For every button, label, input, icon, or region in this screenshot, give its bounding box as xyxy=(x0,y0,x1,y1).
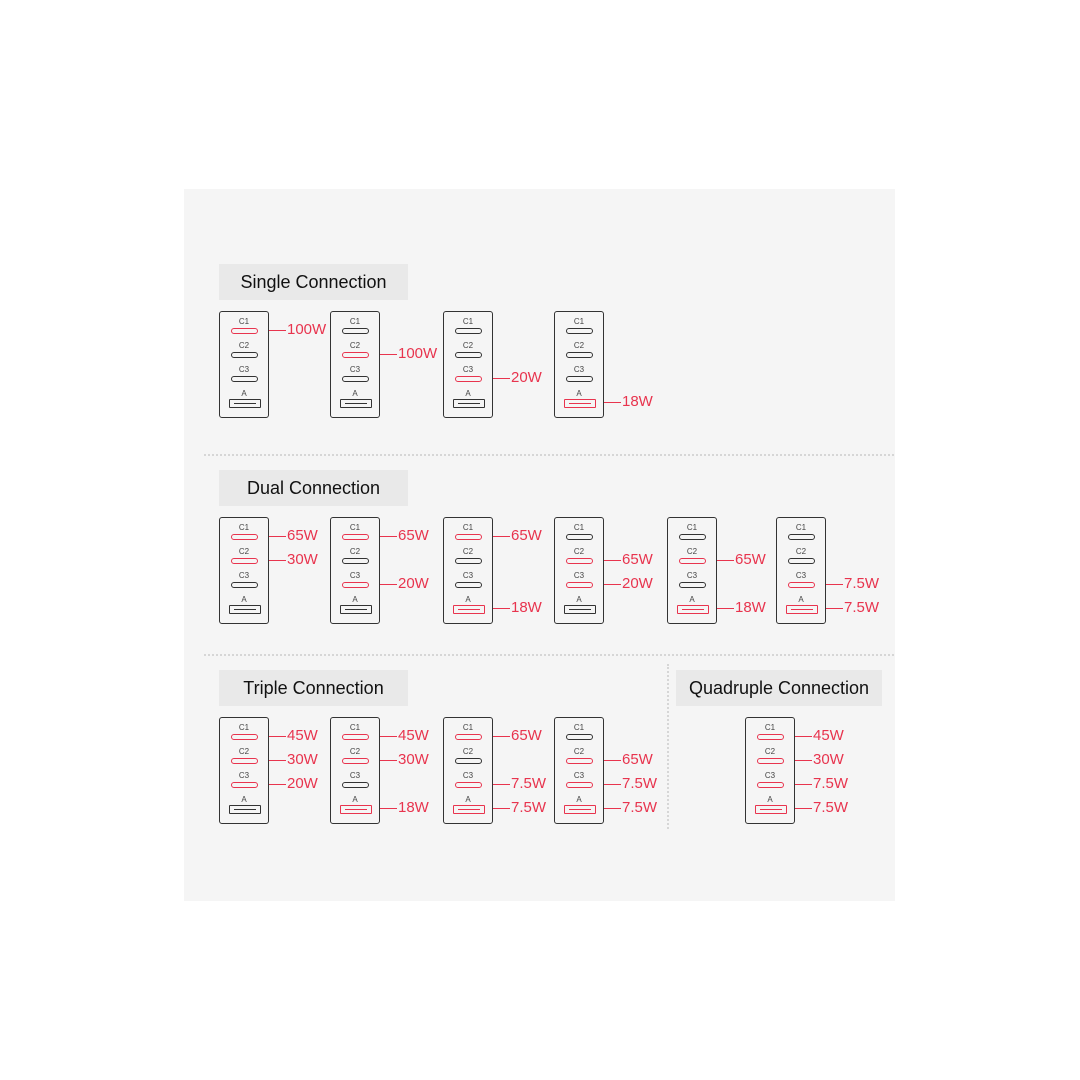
port-label: C1 xyxy=(238,523,250,532)
port-a xyxy=(777,596,825,620)
power-output-label: 18W xyxy=(398,799,429,816)
port-label: C2 xyxy=(238,547,250,556)
usb-c-port-icon xyxy=(342,582,369,588)
port-label: C1 xyxy=(349,317,361,326)
power-output-label: 7.5W xyxy=(844,599,880,616)
port-c2 xyxy=(444,548,492,572)
port-label: A xyxy=(465,795,471,804)
port-label: C1 xyxy=(238,723,250,732)
port-label: C2 xyxy=(795,547,807,556)
port-label: A xyxy=(241,595,247,604)
usb-c-port-icon xyxy=(231,534,258,540)
port-c1 xyxy=(555,318,603,342)
port-a xyxy=(331,390,379,414)
port-label: C1 xyxy=(462,723,474,732)
usb-a-port-icon xyxy=(453,399,485,408)
power-output-label: 30W xyxy=(813,751,844,768)
power-output-label: 65W xyxy=(287,527,318,544)
charger-diagram xyxy=(554,311,604,418)
port-label: C1 xyxy=(686,523,698,532)
power-leader-line xyxy=(492,536,510,537)
power-output-label: 7.5W xyxy=(813,775,849,792)
port-label: C2 xyxy=(686,547,698,556)
port-c3 xyxy=(777,572,825,596)
port-label: C1 xyxy=(238,317,250,326)
port-c3 xyxy=(444,366,492,390)
port-c1 xyxy=(331,318,379,342)
usb-c-port-icon xyxy=(231,782,258,788)
usb-a-port-icon xyxy=(340,399,372,408)
charger-diagram xyxy=(330,717,380,824)
power-output-label: 65W xyxy=(735,551,766,568)
power-leader-line xyxy=(268,330,286,331)
power-leader-line xyxy=(603,584,621,585)
usb-c-port-icon xyxy=(566,734,593,740)
port-c2 xyxy=(555,342,603,366)
usb-c-port-icon xyxy=(757,782,784,788)
port-c3 xyxy=(331,366,379,390)
port-label: C3 xyxy=(573,771,585,780)
port-label: C3 xyxy=(795,571,807,580)
port-label: A xyxy=(352,389,358,398)
port-a xyxy=(746,796,794,820)
power-output-label: 20W xyxy=(622,575,653,592)
power-output-label: 100W xyxy=(398,345,438,362)
charger-diagram xyxy=(443,311,493,418)
usb-c-port-icon xyxy=(566,758,593,764)
power-output-label: 30W xyxy=(287,751,318,768)
port-c1 xyxy=(444,724,492,748)
port-c3 xyxy=(555,366,603,390)
port-label: C1 xyxy=(349,523,361,532)
usb-a-port-icon xyxy=(564,605,596,614)
charger-diagram xyxy=(745,717,795,824)
usb-c-port-icon xyxy=(566,352,593,358)
section-heading-single: Single Connection xyxy=(219,264,408,300)
port-label: A xyxy=(465,389,471,398)
usb-c-port-icon xyxy=(566,376,593,382)
port-a xyxy=(220,596,268,620)
port-label: C3 xyxy=(349,365,361,374)
port-label: C3 xyxy=(238,365,250,374)
section-heading-quadruple: Quadruple Connection xyxy=(676,670,882,706)
usb-c-port-icon xyxy=(788,582,815,588)
port-c2 xyxy=(331,548,379,572)
charger-diagram xyxy=(219,311,269,418)
port-a xyxy=(444,596,492,620)
usb-c-port-icon xyxy=(231,376,258,382)
port-label: A xyxy=(576,595,582,604)
usb-c-port-icon xyxy=(679,534,706,540)
usb-c-port-icon xyxy=(342,352,369,358)
port-label: C3 xyxy=(686,571,698,580)
port-label: A xyxy=(689,595,695,604)
port-c2 xyxy=(220,748,268,772)
power-output-label: 65W xyxy=(622,751,653,768)
usb-c-port-icon xyxy=(455,734,482,740)
power-leader-line xyxy=(603,760,621,761)
usb-a-port-icon xyxy=(229,805,261,814)
usb-c-port-icon xyxy=(231,558,258,564)
port-label: C1 xyxy=(573,523,585,532)
port-c2 xyxy=(668,548,716,572)
power-leader-line xyxy=(603,402,621,403)
usb-c-port-icon xyxy=(455,558,482,564)
port-a xyxy=(444,796,492,820)
port-c3 xyxy=(220,572,268,596)
port-label: C1 xyxy=(462,317,474,326)
power-output-label: 20W xyxy=(398,575,429,592)
section-divider xyxy=(204,654,894,656)
usb-c-port-icon xyxy=(455,534,482,540)
port-c3 xyxy=(331,572,379,596)
section-heading-triple: Triple Connection xyxy=(219,670,408,706)
power-leader-line xyxy=(603,808,621,809)
port-label: C3 xyxy=(573,365,585,374)
usb-a-port-icon xyxy=(564,399,596,408)
usb-a-port-icon xyxy=(229,605,261,614)
power-leader-line xyxy=(379,354,397,355)
power-leader-line xyxy=(794,784,812,785)
port-a xyxy=(331,796,379,820)
usb-a-port-icon xyxy=(453,805,485,814)
port-c1 xyxy=(220,318,268,342)
power-leader-line xyxy=(268,784,286,785)
power-output-label: 7.5W xyxy=(622,799,658,816)
power-output-label: 18W xyxy=(735,599,766,616)
port-c3 xyxy=(444,572,492,596)
usb-c-port-icon xyxy=(566,582,593,588)
port-c1 xyxy=(444,318,492,342)
usb-c-port-icon xyxy=(566,328,593,334)
usb-a-port-icon xyxy=(677,605,709,614)
usb-a-port-icon xyxy=(755,805,787,814)
usb-c-port-icon xyxy=(679,582,706,588)
usb-c-port-icon xyxy=(566,782,593,788)
port-c3 xyxy=(444,772,492,796)
usb-c-port-icon xyxy=(342,558,369,564)
port-label: A xyxy=(241,795,247,804)
port-label: C2 xyxy=(349,341,361,350)
power-output-label: 100W xyxy=(287,321,327,338)
usb-c-port-icon xyxy=(455,352,482,358)
port-c1 xyxy=(220,724,268,748)
port-label: C2 xyxy=(238,747,250,756)
usb-a-port-icon xyxy=(340,605,372,614)
section-divider xyxy=(204,454,894,456)
port-label: A xyxy=(465,595,471,604)
power-leader-line xyxy=(492,808,510,809)
port-a xyxy=(220,796,268,820)
port-c3 xyxy=(220,366,268,390)
port-label: C2 xyxy=(573,747,585,756)
port-c1 xyxy=(220,524,268,548)
power-output-label: 65W xyxy=(622,551,653,568)
usb-c-port-icon xyxy=(342,734,369,740)
section-heading-dual: Dual Connection xyxy=(219,470,408,506)
usb-c-port-icon xyxy=(342,782,369,788)
charger-diagram xyxy=(330,517,380,624)
charger-diagram xyxy=(330,311,380,418)
port-c3 xyxy=(668,572,716,596)
charger-diagram xyxy=(667,517,717,624)
port-c3 xyxy=(555,572,603,596)
power-output-label: 65W xyxy=(398,527,429,544)
power-leader-line xyxy=(379,536,397,537)
port-a xyxy=(444,390,492,414)
port-label: C2 xyxy=(238,341,250,350)
port-c1 xyxy=(444,524,492,548)
port-c1 xyxy=(555,524,603,548)
usb-c-port-icon xyxy=(231,758,258,764)
port-label: C3 xyxy=(462,571,474,580)
power-output-label: 45W xyxy=(398,727,429,744)
port-label: C3 xyxy=(349,771,361,780)
port-c3 xyxy=(331,772,379,796)
port-c2 xyxy=(444,342,492,366)
port-a xyxy=(668,596,716,620)
power-leader-line xyxy=(379,736,397,737)
port-a xyxy=(331,596,379,620)
power-output-label: 65W xyxy=(511,527,542,544)
power-leader-line xyxy=(379,808,397,809)
port-c2 xyxy=(220,342,268,366)
usb-a-port-icon xyxy=(453,605,485,614)
usb-c-port-icon xyxy=(788,558,815,564)
port-label: C3 xyxy=(573,571,585,580)
port-c1 xyxy=(777,524,825,548)
section-divider-vertical xyxy=(667,664,669,829)
port-a xyxy=(220,390,268,414)
port-label: C2 xyxy=(462,747,474,756)
charger-diagram xyxy=(554,717,604,824)
usb-a-port-icon xyxy=(229,399,261,408)
power-leader-line xyxy=(825,584,843,585)
usb-c-port-icon xyxy=(342,376,369,382)
port-label: C2 xyxy=(462,547,474,556)
usb-c-port-icon xyxy=(566,558,593,564)
port-c1 xyxy=(668,524,716,548)
usb-c-port-icon xyxy=(455,782,482,788)
power-leader-line xyxy=(492,608,510,609)
port-label: C1 xyxy=(764,723,776,732)
port-label: C2 xyxy=(573,341,585,350)
port-label: A xyxy=(798,595,804,604)
port-c2 xyxy=(331,342,379,366)
port-label: C1 xyxy=(573,723,585,732)
port-label: A xyxy=(352,595,358,604)
usb-a-port-icon xyxy=(340,805,372,814)
power-output-label: 18W xyxy=(622,393,653,410)
port-label: A xyxy=(767,795,773,804)
port-label: C1 xyxy=(349,723,361,732)
power-output-label: 7.5W xyxy=(622,775,658,792)
port-label: C1 xyxy=(795,523,807,532)
usb-c-port-icon xyxy=(455,758,482,764)
power-leader-line xyxy=(794,736,812,737)
port-label: C2 xyxy=(349,547,361,556)
connection-diagram-panel xyxy=(184,189,895,901)
usb-c-port-icon xyxy=(231,582,258,588)
power-leader-line xyxy=(379,760,397,761)
port-label: C2 xyxy=(573,547,585,556)
power-output-label: 30W xyxy=(287,551,318,568)
power-leader-line xyxy=(492,736,510,737)
power-output-label: 7.5W xyxy=(511,775,547,792)
power-output-label: 7.5W xyxy=(813,799,849,816)
port-a xyxy=(555,390,603,414)
power-leader-line xyxy=(492,784,510,785)
port-label: C2 xyxy=(462,341,474,350)
port-label: C3 xyxy=(238,571,250,580)
usb-c-port-icon xyxy=(566,534,593,540)
port-c1 xyxy=(331,724,379,748)
port-c1 xyxy=(331,524,379,548)
power-leader-line xyxy=(603,560,621,561)
power-output-label: 20W xyxy=(287,775,318,792)
usb-c-port-icon xyxy=(231,734,258,740)
usb-c-port-icon xyxy=(231,328,258,334)
power-leader-line xyxy=(268,760,286,761)
power-output-label: 45W xyxy=(287,727,318,744)
usb-a-port-icon xyxy=(564,805,596,814)
port-c3 xyxy=(746,772,794,796)
power-leader-line xyxy=(603,784,621,785)
port-label: C1 xyxy=(462,523,474,532)
power-output-label: 20W xyxy=(511,369,542,386)
port-label: C1 xyxy=(573,317,585,326)
port-label: C2 xyxy=(764,747,776,756)
usb-c-port-icon xyxy=(342,758,369,764)
port-label: C3 xyxy=(764,771,776,780)
port-c2 xyxy=(746,748,794,772)
port-c3 xyxy=(220,772,268,796)
power-output-label: 18W xyxy=(511,599,542,616)
port-c2 xyxy=(555,748,603,772)
usb-c-port-icon xyxy=(455,328,482,334)
port-c2 xyxy=(331,748,379,772)
power-leader-line xyxy=(492,378,510,379)
port-c1 xyxy=(746,724,794,748)
power-leader-line xyxy=(268,736,286,737)
charger-diagram xyxy=(443,517,493,624)
port-label: C3 xyxy=(238,771,250,780)
charger-diagram xyxy=(219,517,269,624)
usb-c-port-icon xyxy=(455,376,482,382)
power-output-label: 65W xyxy=(511,727,542,744)
charger-diagram xyxy=(776,517,826,624)
port-label: C3 xyxy=(462,365,474,374)
power-leader-line xyxy=(716,560,734,561)
power-output-label: 7.5W xyxy=(511,799,547,816)
usb-c-port-icon xyxy=(455,582,482,588)
usb-c-port-icon xyxy=(342,534,369,540)
usb-c-port-icon xyxy=(788,534,815,540)
power-leader-line xyxy=(716,608,734,609)
charger-diagram xyxy=(554,517,604,624)
power-leader-line xyxy=(379,584,397,585)
port-a xyxy=(555,596,603,620)
usb-a-port-icon xyxy=(786,605,818,614)
usb-c-port-icon xyxy=(342,328,369,334)
port-c2 xyxy=(444,748,492,772)
usb-c-port-icon xyxy=(231,352,258,358)
power-leader-line xyxy=(794,808,812,809)
port-c2 xyxy=(777,548,825,572)
power-leader-line xyxy=(268,560,286,561)
charger-diagram xyxy=(219,717,269,824)
power-output-label: 30W xyxy=(398,751,429,768)
power-output-label: 7.5W xyxy=(844,575,880,592)
port-label: C3 xyxy=(349,571,361,580)
usb-c-port-icon xyxy=(757,734,784,740)
port-c3 xyxy=(555,772,603,796)
power-leader-line xyxy=(794,760,812,761)
usb-c-port-icon xyxy=(679,558,706,564)
port-a xyxy=(555,796,603,820)
charger-diagram xyxy=(443,717,493,824)
port-c1 xyxy=(555,724,603,748)
port-label: A xyxy=(241,389,247,398)
port-label: A xyxy=(352,795,358,804)
port-c2 xyxy=(220,548,268,572)
power-leader-line xyxy=(268,536,286,537)
port-label: A xyxy=(576,795,582,804)
port-c2 xyxy=(555,548,603,572)
port-label: C3 xyxy=(462,771,474,780)
power-output-label: 45W xyxy=(813,727,844,744)
port-label: A xyxy=(576,389,582,398)
usb-c-port-icon xyxy=(757,758,784,764)
port-label: C2 xyxy=(349,747,361,756)
power-leader-line xyxy=(825,608,843,609)
